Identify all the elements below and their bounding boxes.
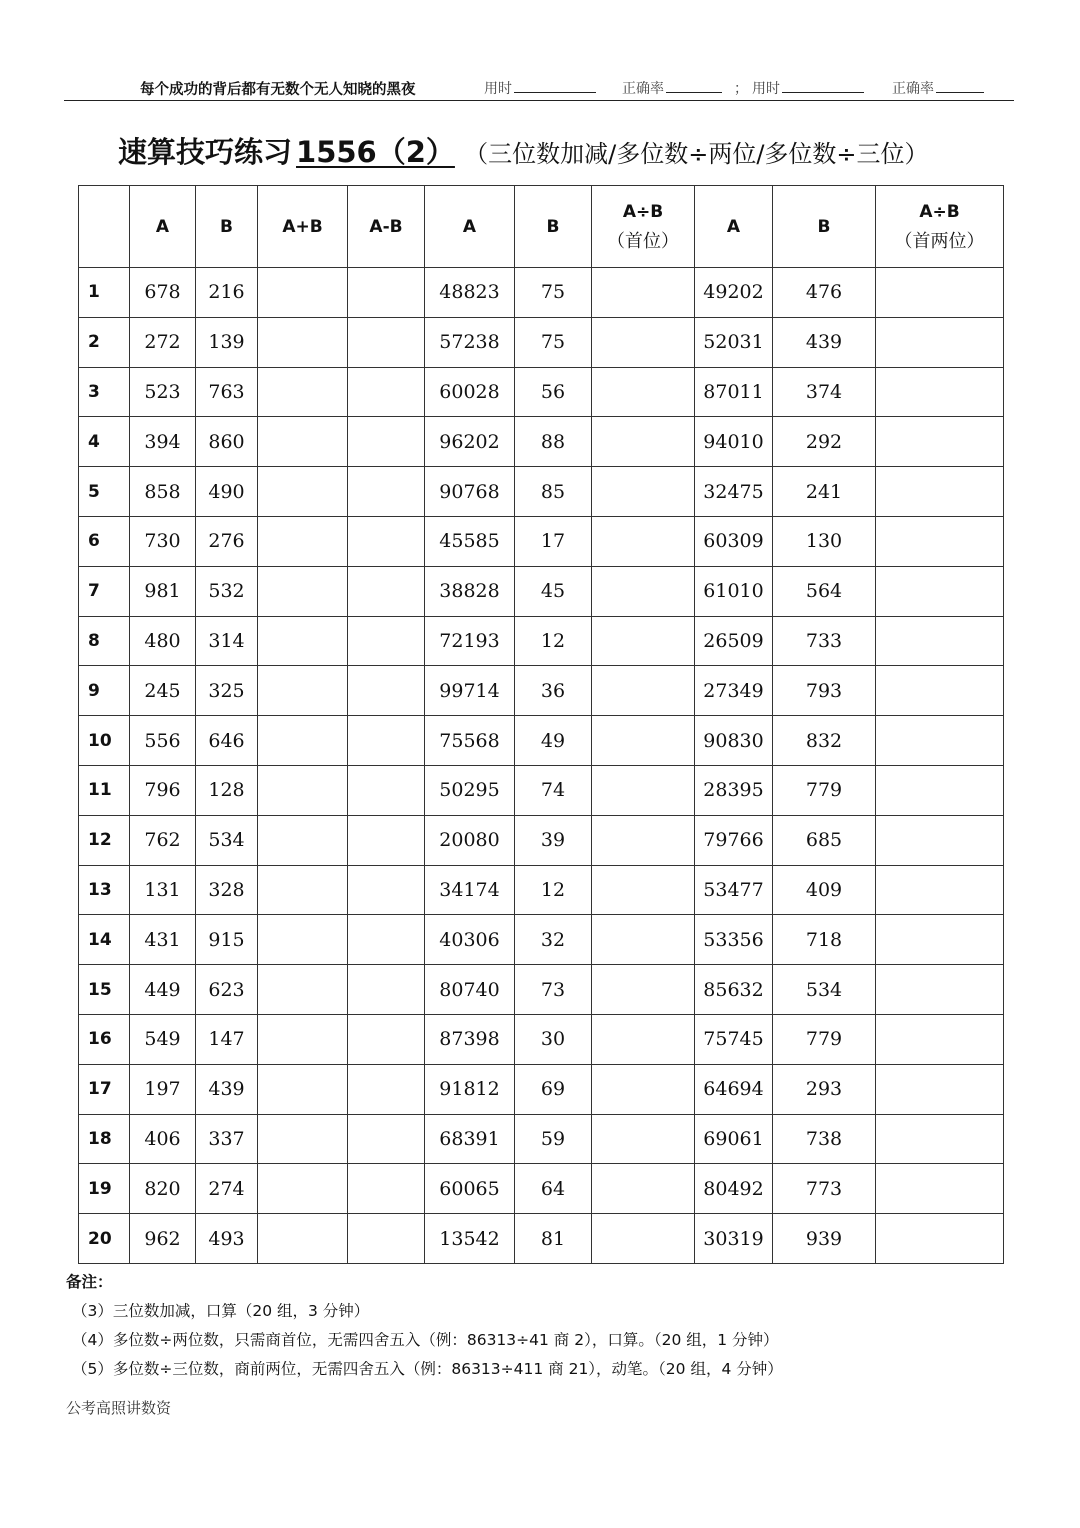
answer-sum-cell[interactable] <box>258 367 348 417</box>
answer-quotient-two-cell[interactable] <box>876 1014 1004 1064</box>
answer-quotient-two-cell[interactable] <box>876 1114 1004 1164</box>
answer-sum-cell[interactable] <box>258 716 348 766</box>
table-row <box>79 915 1004 965</box>
title-number: 1556（2） <box>296 135 455 169</box>
page-header <box>64 74 1014 101</box>
cell-a1: 449 <box>130 965 196 1015</box>
row-index: 15 <box>79 965 130 1015</box>
answer-quotient-first-cell[interactable] <box>592 268 695 318</box>
col-header-a3: A <box>695 186 773 268</box>
note-line: （3）三位数加减，口算（20 组，3 分钟） <box>72 1302 370 1320</box>
answer-quotient-two-cell[interactable] <box>876 467 1004 517</box>
cell-b2: 59 <box>515 1114 592 1164</box>
cell-a1: 556 <box>130 716 196 766</box>
answer-quotient-two-cell[interactable] <box>876 317 1004 367</box>
row-index: 4 <box>79 417 130 467</box>
cell-b2: 36 <box>515 666 592 716</box>
cell-a1: 245 <box>130 666 196 716</box>
answer-quotient-two-cell[interactable] <box>876 765 1004 815</box>
cell-a1: 820 <box>130 1164 196 1214</box>
cell-b2: 39 <box>515 815 592 865</box>
row-index: 11 <box>79 765 130 815</box>
cell-a3: 32475 <box>695 467 773 517</box>
answer-quotient-two-cell[interactable] <box>876 616 1004 666</box>
answer-sum-cell[interactable] <box>258 268 348 318</box>
cell-b3: 534 <box>773 965 876 1015</box>
answer-diff-cell[interactable] <box>348 865 425 915</box>
cell-b1: 493 <box>196 1214 258 1264</box>
answer-quotient-first-cell[interactable] <box>592 516 695 566</box>
cell-b3: 832 <box>773 716 876 766</box>
answer-sum-cell[interactable] <box>258 417 348 467</box>
col-header-a1: A <box>130 186 196 268</box>
col-header-a2: A <box>425 186 515 268</box>
answer-quotient-first-cell[interactable] <box>592 566 695 616</box>
time-field-1 <box>484 78 596 98</box>
cell-b2: 12 <box>515 865 592 915</box>
cell-b3: 241 <box>773 467 876 517</box>
answer-diff-cell[interactable] <box>348 268 425 318</box>
answer-quotient-two-cell[interactable] <box>876 716 1004 766</box>
cell-b2: 73 <box>515 965 592 1015</box>
answer-diff-cell[interactable] <box>348 467 425 517</box>
cell-a3: 75745 <box>695 1014 773 1064</box>
table-row <box>79 1064 1004 1114</box>
time-field-2 <box>752 78 864 98</box>
cell-b1: 623 <box>196 965 258 1015</box>
row-index: 12 <box>79 815 130 865</box>
quotient-first-label: A÷B <box>622 201 664 222</box>
cell-b3: 718 <box>773 915 876 965</box>
answer-quotient-first-cell[interactable] <box>592 417 695 467</box>
row-index: 16 <box>79 1014 130 1064</box>
answer-diff-cell[interactable] <box>348 915 425 965</box>
table-row <box>79 716 1004 766</box>
cell-b1: 337 <box>196 1114 258 1164</box>
col-header-b3: B <box>773 186 876 268</box>
cell-b2: 75 <box>515 268 592 318</box>
cell-b2: 56 <box>515 367 592 417</box>
cell-b2: 81 <box>515 1214 592 1264</box>
answer-sum-cell[interactable] <box>258 317 348 367</box>
col-header-sum: A+B <box>258 186 348 268</box>
time-blank-1[interactable] <box>514 78 596 93</box>
cell-a3: 79766 <box>695 815 773 865</box>
cell-b1: 274 <box>196 1164 258 1214</box>
answer-sum-cell[interactable] <box>258 1164 348 1214</box>
cell-b1: 534 <box>196 815 258 865</box>
col-header-index <box>79 186 130 268</box>
quotient-two-sub: （首两位） <box>894 230 985 252</box>
cell-a3: 85632 <box>695 965 773 1015</box>
cell-a2: 60028 <box>425 367 515 417</box>
cell-a1: 197 <box>130 1064 196 1114</box>
table-row <box>79 765 1004 815</box>
accuracy-blank-1[interactable] <box>666 78 722 93</box>
answer-diff-cell[interactable] <box>348 666 425 716</box>
cell-b3: 738 <box>773 1114 876 1164</box>
cell-a1: 762 <box>130 815 196 865</box>
answer-quotient-two-cell[interactable] <box>876 915 1004 965</box>
row-index: 14 <box>79 915 130 965</box>
quotient-first-sub: （首位） <box>607 230 679 252</box>
row-index: 13 <box>79 865 130 915</box>
answer-quotient-two-cell[interactable] <box>876 1064 1004 1114</box>
answer-sum-cell[interactable] <box>258 467 348 517</box>
cell-b1: 328 <box>196 865 258 915</box>
cell-b3: 476 <box>773 268 876 318</box>
col-header-b1: B <box>196 186 258 268</box>
time-label-1: 用时 <box>484 81 512 97</box>
cell-a1: 730 <box>130 516 196 566</box>
cell-b1: 490 <box>196 467 258 517</box>
row-index: 2 <box>79 317 130 367</box>
answer-quotient-two-cell[interactable] <box>876 965 1004 1015</box>
cell-a1: 131 <box>130 865 196 915</box>
answer-quotient-two-cell[interactable] <box>876 566 1004 616</box>
answer-quotient-first-cell[interactable] <box>592 915 695 965</box>
footer-text: 公考高照讲数资 <box>66 1399 172 1417</box>
cell-a3: 26509 <box>695 616 773 666</box>
table-row <box>79 317 1004 367</box>
answer-diff-cell[interactable] <box>348 1164 425 1214</box>
cell-b3: 733 <box>773 616 876 666</box>
table-row <box>79 467 1004 517</box>
answer-diff-cell[interactable] <box>348 765 425 815</box>
cell-a1: 480 <box>130 616 196 666</box>
cell-b3: 685 <box>773 815 876 865</box>
answer-quotient-first-cell[interactable] <box>592 865 695 915</box>
cell-a2: 45585 <box>425 516 515 566</box>
cell-b3: 939 <box>773 1214 876 1264</box>
cell-a1: 858 <box>130 467 196 517</box>
cell-a2: 96202 <box>425 417 515 467</box>
answer-quotient-two-cell[interactable] <box>876 815 1004 865</box>
row-index: 3 <box>79 367 130 417</box>
answer-quotient-first-cell[interactable] <box>592 1114 695 1164</box>
accuracy-label-2: 正确率 <box>892 81 934 97</box>
cell-b3: 293 <box>773 1064 876 1114</box>
accuracy-field-1 <box>622 78 722 98</box>
cell-b2: 45 <box>515 566 592 616</box>
cell-a2: 20080 <box>425 815 515 865</box>
answer-sum-cell[interactable] <box>258 1064 348 1114</box>
cell-a3: 69061 <box>695 1114 773 1164</box>
answer-quotient-two-cell[interactable] <box>876 666 1004 716</box>
answer-quotient-first-cell[interactable] <box>592 666 695 716</box>
answer-diff-cell[interactable] <box>348 1214 425 1264</box>
time-blank-2[interactable] <box>782 78 864 93</box>
cell-a3: 61010 <box>695 566 773 616</box>
cell-b1: 128 <box>196 765 258 815</box>
answer-diff-cell[interactable] <box>348 516 425 566</box>
cell-a3: 90830 <box>695 716 773 766</box>
cell-a1: 549 <box>130 1014 196 1064</box>
cell-a2: 50295 <box>425 765 515 815</box>
answer-diff-cell[interactable] <box>348 1014 425 1064</box>
title-main: 速算技巧练习 <box>118 135 293 169</box>
header-row <box>79 186 1004 268</box>
cell-a2: 99714 <box>425 666 515 716</box>
cell-a3: 53356 <box>695 915 773 965</box>
col-header-diff: A-B <box>348 186 425 268</box>
cell-b3: 793 <box>773 666 876 716</box>
answer-diff-cell[interactable] <box>348 317 425 367</box>
cell-a2: 60065 <box>425 1164 515 1214</box>
cell-b3: 130 <box>773 516 876 566</box>
cell-a3: 52031 <box>695 317 773 367</box>
answer-diff-cell[interactable] <box>348 815 425 865</box>
cell-b2: 88 <box>515 417 592 467</box>
notes-label: 备注： <box>66 1273 113 1291</box>
answer-sum-cell[interactable] <box>258 765 348 815</box>
cell-b1: 532 <box>196 566 258 616</box>
answer-quotient-first-cell[interactable] <box>592 815 695 865</box>
cell-a2: 90768 <box>425 467 515 517</box>
answer-diff-cell[interactable] <box>348 417 425 467</box>
row-index: 20 <box>79 1214 130 1264</box>
table-row <box>79 1114 1004 1164</box>
cell-a2: 48823 <box>425 268 515 318</box>
row-index: 18 <box>79 1114 130 1164</box>
cell-b2: 64 <box>515 1164 592 1214</box>
cell-b2: 12 <box>515 616 592 666</box>
cell-a2: 40306 <box>425 915 515 965</box>
cell-b2: 30 <box>515 1014 592 1064</box>
table-row <box>79 616 1004 666</box>
cell-b3: 374 <box>773 367 876 417</box>
cell-b3: 779 <box>773 1014 876 1064</box>
answer-sum-cell[interactable] <box>258 1214 348 1264</box>
cell-b1: 860 <box>196 417 258 467</box>
table-row <box>79 965 1004 1015</box>
table-row <box>79 815 1004 865</box>
cell-b1: 139 <box>196 317 258 367</box>
table-row <box>79 1164 1004 1214</box>
accuracy-field-2 <box>892 78 984 98</box>
cell-b2: 85 <box>515 467 592 517</box>
answer-quotient-first-cell[interactable] <box>592 467 695 517</box>
row-index: 5 <box>79 467 130 517</box>
answer-quotient-first-cell[interactable] <box>592 716 695 766</box>
row-index: 8 <box>79 616 130 666</box>
cell-a1: 981 <box>130 566 196 616</box>
cell-a1: 406 <box>130 1114 196 1164</box>
row-index: 10 <box>79 716 130 766</box>
answer-diff-cell[interactable] <box>348 965 425 1015</box>
cell-b2: 32 <box>515 915 592 965</box>
cell-b3: 292 <box>773 417 876 467</box>
answer-diff-cell[interactable] <box>348 1114 425 1164</box>
cell-b1: 216 <box>196 268 258 318</box>
answer-quotient-first-cell[interactable] <box>592 616 695 666</box>
cell-a2: 87398 <box>425 1014 515 1064</box>
answer-diff-cell[interactable] <box>348 566 425 616</box>
table-row <box>79 1214 1004 1264</box>
cell-a2: 80740 <box>425 965 515 1015</box>
quotient-two-label: A÷B <box>919 201 960 222</box>
table-row <box>79 865 1004 915</box>
cell-a1: 272 <box>130 317 196 367</box>
cell-a2: 68391 <box>425 1114 515 1164</box>
cell-a1: 796 <box>130 765 196 815</box>
answer-diff-cell[interactable] <box>348 1064 425 1114</box>
answer-sum-cell[interactable] <box>258 915 348 965</box>
answer-quotient-two-cell[interactable] <box>876 516 1004 566</box>
answer-quotient-first-cell[interactable] <box>592 1014 695 1064</box>
cell-a1: 431 <box>130 915 196 965</box>
time-label-2: 用时 <box>752 81 780 97</box>
cell-b1: 325 <box>196 666 258 716</box>
note-line: （4）多位数÷两位数，只需商首位，无需四舍五入（例：86313÷41 商 2），口算。（20 组，1 分钟） <box>72 1331 779 1349</box>
cell-a3: 49202 <box>695 268 773 318</box>
cell-b3: 779 <box>773 765 876 815</box>
cell-b1: 915 <box>196 915 258 965</box>
exercise-table <box>78 185 1004 1264</box>
cell-b1: 763 <box>196 367 258 417</box>
cell-b2: 17 <box>515 516 592 566</box>
cell-a3: 28395 <box>695 765 773 815</box>
motto: 每个成功的背后都有无数个无人知晓的黑夜 <box>140 82 416 98</box>
notes <box>66 1268 783 1384</box>
col-header-quotient-first <box>592 186 695 268</box>
cell-a2: 34174 <box>425 865 515 915</box>
answer-quotient-two-cell[interactable] <box>876 417 1004 467</box>
row-index: 1 <box>79 268 130 318</box>
cell-a3: 60309 <box>695 516 773 566</box>
answer-sum-cell[interactable] <box>258 616 348 666</box>
answer-quotient-first-cell[interactable] <box>592 1214 695 1264</box>
cell-b2: 49 <box>515 716 592 766</box>
cell-a3: 30319 <box>695 1214 773 1264</box>
col-header-b2: B <box>515 186 592 268</box>
answer-sum-cell[interactable] <box>258 965 348 1015</box>
answer-quotient-first-cell[interactable] <box>592 367 695 417</box>
table-row <box>79 516 1004 566</box>
table-row <box>79 367 1004 417</box>
answer-quotient-two-cell[interactable] <box>876 367 1004 417</box>
answer-quotient-first-cell[interactable] <box>592 965 695 1015</box>
answer-sum-cell[interactable] <box>258 1114 348 1164</box>
cell-a2: 57238 <box>425 317 515 367</box>
answer-diff-cell[interactable] <box>348 716 425 766</box>
answer-diff-cell[interactable] <box>348 367 425 417</box>
table-row <box>79 1014 1004 1064</box>
cell-a1: 394 <box>130 417 196 467</box>
answer-quotient-first-cell[interactable] <box>592 765 695 815</box>
table-row <box>79 417 1004 467</box>
row-index: 9 <box>79 666 130 716</box>
cell-a1: 962 <box>130 1214 196 1264</box>
table-row <box>79 666 1004 716</box>
cell-a3: 53477 <box>695 865 773 915</box>
answer-diff-cell[interactable] <box>348 616 425 666</box>
cell-b3: 439 <box>773 317 876 367</box>
cell-b1: 314 <box>196 616 258 666</box>
cell-a2: 75568 <box>425 716 515 766</box>
cell-b1: 646 <box>196 716 258 766</box>
cell-a3: 64694 <box>695 1064 773 1114</box>
cell-a3: 80492 <box>695 1164 773 1214</box>
cell-a3: 27349 <box>695 666 773 716</box>
answer-sum-cell[interactable] <box>258 666 348 716</box>
cell-b2: 69 <box>515 1064 592 1114</box>
answer-quotient-two-cell[interactable] <box>876 865 1004 915</box>
cell-b3: 564 <box>773 566 876 616</box>
page-title <box>118 130 929 171</box>
cell-b3: 409 <box>773 865 876 915</box>
answer-sum-cell[interactable] <box>258 865 348 915</box>
header-separator: ； <box>734 81 748 97</box>
row-index: 17 <box>79 1064 130 1114</box>
answer-sum-cell[interactable] <box>258 815 348 865</box>
accuracy-label-1: 正确率 <box>622 81 664 97</box>
answer-quotient-two-cell[interactable] <box>876 1214 1004 1264</box>
answer-quotient-first-cell[interactable] <box>592 317 695 367</box>
cell-b2: 74 <box>515 765 592 815</box>
row-index: 6 <box>79 516 130 566</box>
answer-quotient-two-cell[interactable] <box>876 1164 1004 1214</box>
cell-a2: 91812 <box>425 1064 515 1114</box>
accuracy-blank-2[interactable] <box>936 78 984 93</box>
cell-b1: 276 <box>196 516 258 566</box>
cell-b1: 439 <box>196 1064 258 1114</box>
table-row <box>79 268 1004 318</box>
cell-a3: 87011 <box>695 367 773 417</box>
note-line: （5）多位数÷三位数，商前两位，无需四舍五入（例：86313÷411 商 21），动笔。（20 组，4 分钟） <box>72 1360 783 1378</box>
answer-quotient-two-cell[interactable] <box>876 268 1004 318</box>
cell-b3: 773 <box>773 1164 876 1214</box>
title-subtitle: （三位数加减/多位数÷两位/多位数÷三位） <box>464 140 929 168</box>
answer-sum-cell[interactable] <box>258 566 348 616</box>
cell-a2: 38828 <box>425 566 515 616</box>
cell-b1: 147 <box>196 1014 258 1064</box>
table-row <box>79 566 1004 616</box>
row-index: 7 <box>79 566 130 616</box>
cell-a2: 13542 <box>425 1214 515 1264</box>
cell-b2: 75 <box>515 317 592 367</box>
col-header-quotient-two <box>876 186 1004 268</box>
cell-a3: 94010 <box>695 417 773 467</box>
answer-quotient-first-cell[interactable] <box>592 1164 695 1214</box>
row-index: 19 <box>79 1164 130 1214</box>
answer-sum-cell[interactable] <box>258 1014 348 1064</box>
cell-a1: 523 <box>130 367 196 417</box>
cell-a2: 72193 <box>425 616 515 666</box>
answer-quotient-first-cell[interactable] <box>592 1064 695 1114</box>
cell-a1: 678 <box>130 268 196 318</box>
answer-sum-cell[interactable] <box>258 516 348 566</box>
